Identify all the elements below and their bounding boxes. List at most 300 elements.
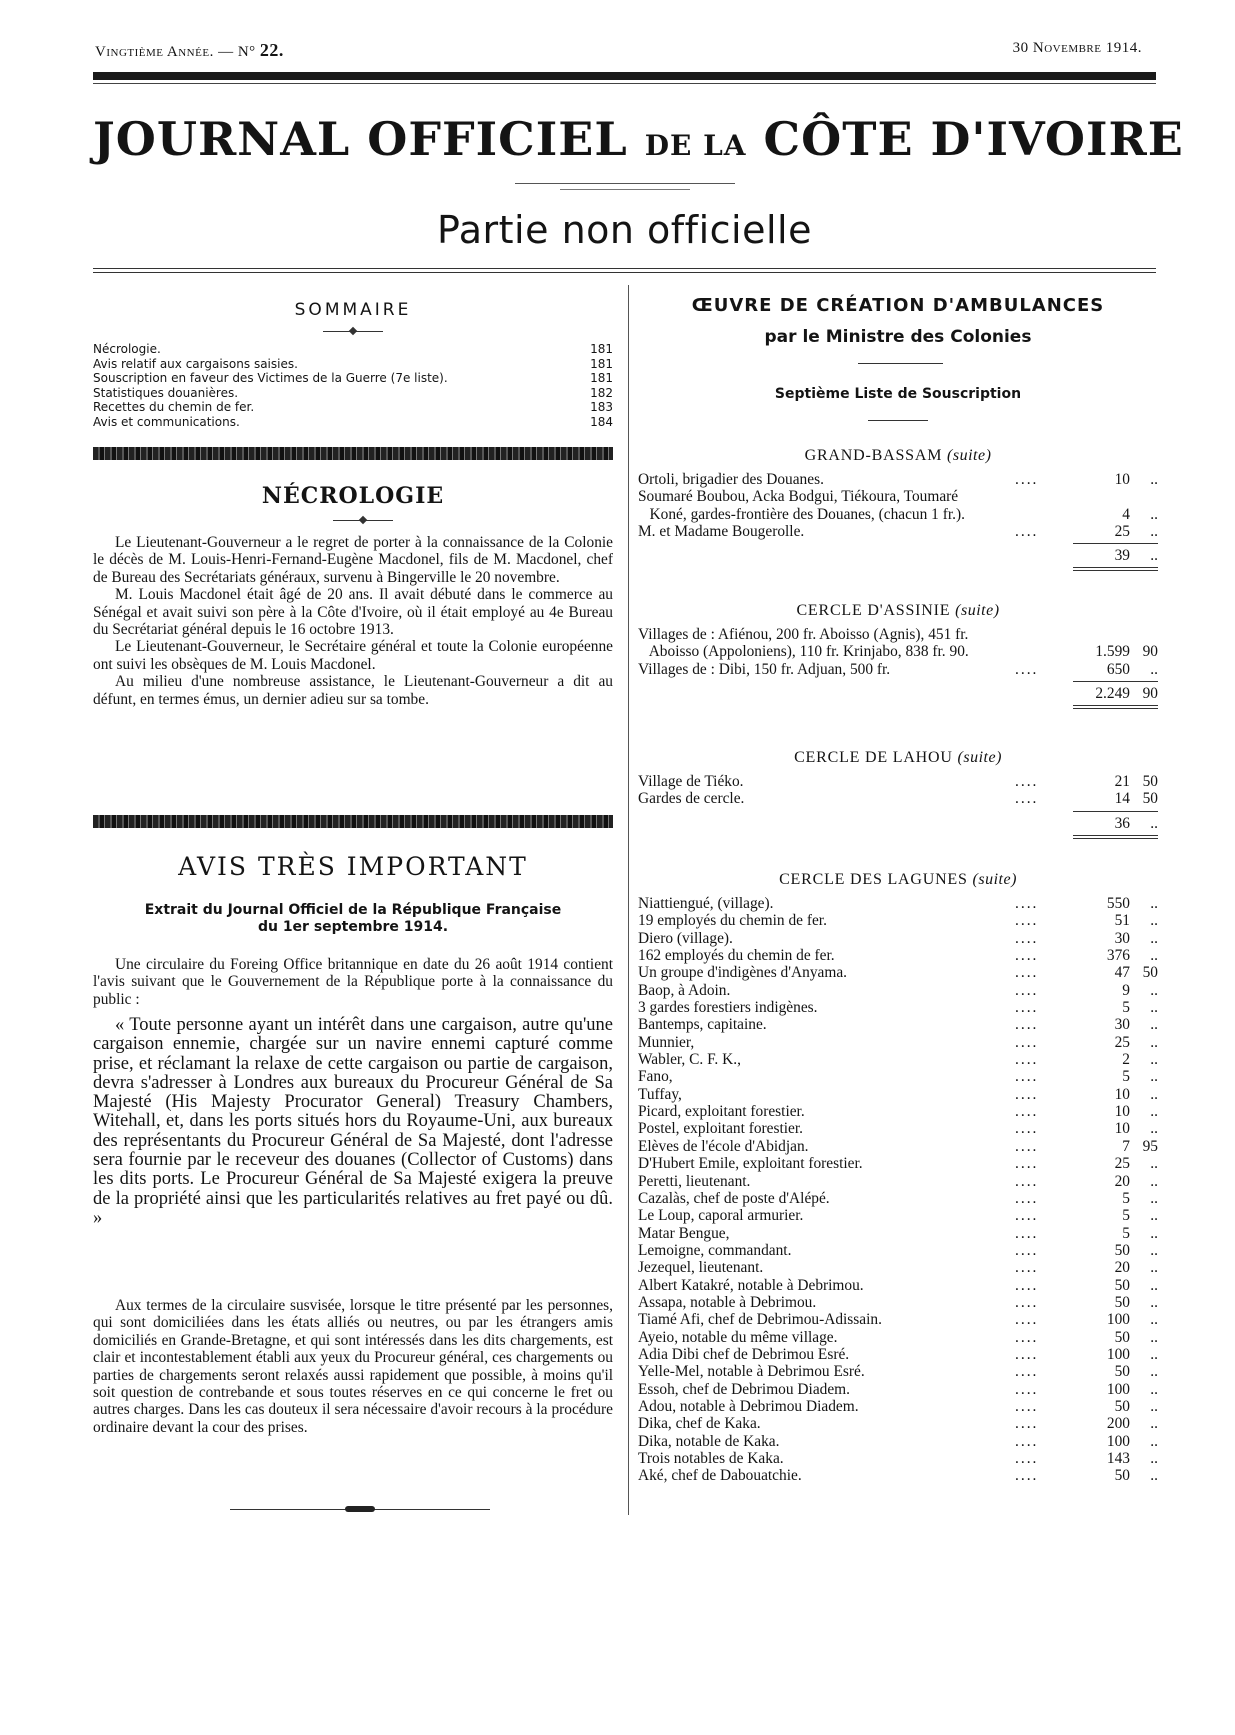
paragraph: Le Lieutenant-Gouverneur a le regret de porter à la connaissance de la Colonie le décès de M. Louis-Henri-Fernand-Eugène Macdonel, fils de M. Macdonel, chef de Bureau des Secrétariats généraux, survenu à Bingerville le 20 novembre. xyxy=(93,534,613,586)
subscription-name: Adou, notable à Debrimou Diadem. xyxy=(638,1397,859,1415)
subscription-row xyxy=(638,523,1158,540)
subscription-amt: 5 xyxy=(1122,999,1130,1017)
subscription-amt: 20 xyxy=(1114,1172,1130,1190)
subscription-dots: .... xyxy=(1015,1085,1039,1103)
subscription-name: Dika, notable de Kaka. xyxy=(638,1432,780,1450)
toc-item xyxy=(93,357,613,372)
subscription-row xyxy=(638,773,1158,790)
subscription-dec: .. xyxy=(1150,1415,1158,1433)
avis-source-line-1: Extrait du Journal Officiel de la République Française xyxy=(144,902,562,918)
toc-label: Souscription en faveur des Victimes de la Guerre (7e liste). xyxy=(93,371,448,385)
subscription-name: D'Hubert Emile, exploitant forestier. xyxy=(638,1155,863,1173)
subscription-name: 19 employés du chemin de fer. xyxy=(638,912,827,930)
section-total xyxy=(638,685,1158,703)
total-rule xyxy=(1073,543,1158,544)
subscription-name: M. et Madame Bougerolle. xyxy=(638,523,805,541)
toc-label: Recettes du chemin de fer. xyxy=(93,400,255,414)
section-name: CERCLE D'ASSINIE xyxy=(796,602,951,619)
liste-title: Septième Liste de Souscription xyxy=(774,386,1022,402)
subscription-name: Aboisso (Appoloniens), 110 fr. Krinjabo, 838 fr. 90. xyxy=(638,643,969,661)
avis-source-line-2: du 1er septembre 1914. xyxy=(257,919,449,935)
issue-date: 30 Novembre 1914. xyxy=(1012,40,1142,56)
subscription-amt: 25 xyxy=(1114,1033,1130,1051)
subscription-row xyxy=(638,895,1158,912)
subscription-row xyxy=(638,1103,1158,1120)
total-decimal: .. xyxy=(1150,814,1158,832)
subscription-dec: .. xyxy=(1150,1207,1158,1225)
paragraph: Aux termes de la circulaire susvisée, lorsque le titre présenté par les personnes, qui sont domiciliées dans les états alliés ou neutres, ou par les étrangers amis domiciliés en Grande-Bretagne, et qui sont intéressés dans les dits chargements, est clair et incontestablement établi aux yeux du Procureur général, ces chargements ou parties de chargements seront relaxés aussi rapidement que possible, à moins qu'il soit question de contrebande et sous toutes réserves en ce qui concerne le fret ou autres charges. Dans les cas douteux il sera nécessaire d'avoir recours à la procédure ordinaire devant la cour des prises. xyxy=(93,1297,613,1436)
subscription-amt: 20 xyxy=(1114,1259,1130,1277)
subscription-name: Villages de : Afiénou, 200 fr. Aboisso (Agnis), 451 fr. xyxy=(638,626,969,643)
total-decimal: .. xyxy=(1150,547,1158,565)
subscription-name: Cazalàs, chef de poste d'Alépé. xyxy=(638,1189,830,1207)
subscription-amt: 100 xyxy=(1106,1432,1130,1450)
section-name: CERCLE DE LAHOU xyxy=(794,749,953,766)
subscription-dots: .... xyxy=(1015,1450,1039,1467)
section-heading xyxy=(638,602,1158,620)
subscription-amt: 50 xyxy=(1114,1363,1130,1381)
subscription-name: Aké, chef de Dabouatchie. xyxy=(638,1467,802,1485)
subscription-name: Trois notables de Kaka. xyxy=(638,1450,784,1467)
subscription-name: Gardes de cercle. xyxy=(638,790,745,808)
necrologie-body xyxy=(93,534,613,708)
subscription-row xyxy=(638,1329,1158,1346)
subscription-row xyxy=(638,1277,1158,1294)
masthead-cote: CÔTE D'IVOIRE xyxy=(763,112,1184,166)
subscription-row xyxy=(638,1173,1158,1190)
subscription-amt: 143 xyxy=(1106,1450,1130,1467)
oeuvre-subtitle: par le Ministre des Colonies xyxy=(764,327,1032,347)
subscription-dots: .... xyxy=(1015,1016,1039,1034)
subscription-name: Postel, exploitant forestier. xyxy=(638,1120,803,1138)
subscription-row xyxy=(638,1242,1158,1259)
subscription-name: Baop, à Adoin. xyxy=(638,981,731,999)
subscription-amt: 9 xyxy=(1122,981,1130,999)
subscription-name: Diero (village). xyxy=(638,929,733,947)
total-decimal: 90 xyxy=(1142,685,1158,703)
subscription-dots: .... xyxy=(1015,1259,1039,1277)
subscription-dec: .. xyxy=(1150,1103,1158,1121)
subscription-dec: .. xyxy=(1150,1241,1158,1259)
toc-label: Avis et communications. xyxy=(93,414,240,429)
subscription-amt: 30 xyxy=(1114,929,1130,947)
subscription-dec: .. xyxy=(1150,895,1158,912)
subscription-dots: .... xyxy=(1015,1068,1039,1086)
subscription-name: Picard, exploitant forestier. xyxy=(638,1103,805,1121)
subscription-dots: .... xyxy=(1015,1207,1039,1225)
subscription-dots: .... xyxy=(1015,1051,1039,1069)
ornament-center xyxy=(345,1506,375,1512)
avis-quote xyxy=(93,1016,613,1228)
subscription-row xyxy=(638,1051,1158,1068)
subscription-dots: .... xyxy=(1015,790,1039,808)
subscription-amt: 5 xyxy=(1122,1224,1130,1242)
subscription-row xyxy=(638,1190,1158,1207)
subscription-amt: 25 xyxy=(1114,1155,1130,1173)
toc-page: 181 xyxy=(590,342,613,356)
subscription-amt: 51 xyxy=(1114,912,1130,930)
paragraph: Au milieu d'une nombreuse assistance, le Lieutenant-Gouverneur a dit au défunt, en termes émus, un dernier adieu sur sa tombe. xyxy=(93,673,613,708)
subscription-dec: .. xyxy=(1150,1085,1158,1103)
section-total xyxy=(638,815,1158,833)
decorative-band xyxy=(93,447,613,460)
toc-page: 183 xyxy=(590,400,613,414)
subscription-dec: .. xyxy=(1150,1467,1158,1485)
subscription-amt: 5 xyxy=(1122,1189,1130,1207)
subscription-amt: 21 xyxy=(1114,773,1130,790)
subscription-row xyxy=(638,1068,1158,1085)
subscription-amt: 100 xyxy=(1106,1311,1130,1329)
subscription-name: Le Loup, caporal armurier. xyxy=(638,1207,804,1225)
subscription-dots: .... xyxy=(1015,912,1039,930)
subscription-dec: .. xyxy=(1150,523,1158,541)
subscription-dots: .... xyxy=(1015,1155,1039,1173)
subscription-name: Tuffay, xyxy=(638,1085,682,1103)
header-thin-rule xyxy=(93,83,1156,84)
subscription-dots xyxy=(1015,626,1075,643)
subscription-row xyxy=(638,506,1158,523)
subscription-amt: 7 xyxy=(1122,1137,1130,1155)
section-suite: (suite) xyxy=(972,871,1017,888)
total-double-rule xyxy=(1073,705,1158,709)
subscription-list xyxy=(638,895,1158,1485)
subscription-name: Lemoigne, commandant. xyxy=(638,1241,792,1259)
subscription-name: Matar Bengue, xyxy=(638,1224,730,1242)
total-amount: 2.249 xyxy=(1095,685,1130,703)
subscription-dec: .. xyxy=(1150,1224,1158,1242)
total-rule xyxy=(1073,811,1158,812)
subscription-list xyxy=(638,626,1158,678)
subscription-dots: .... xyxy=(1015,929,1039,947)
avis-closing xyxy=(93,1297,613,1436)
subscription-dots: .... xyxy=(1015,1380,1039,1398)
subscription-dec: .. xyxy=(1150,471,1158,488)
total-amount: 36 xyxy=(1114,814,1130,832)
subscription-dots: .... xyxy=(1015,1241,1039,1259)
subscription-dec: .. xyxy=(1150,1189,1158,1207)
total-rule xyxy=(1073,681,1158,682)
subscription-name: Wabler, C. F. K., xyxy=(638,1051,741,1069)
subscription-amt: 30 xyxy=(1114,1016,1130,1034)
subscription-section xyxy=(638,447,1158,571)
subscription-dec xyxy=(1130,488,1158,505)
subscription-row xyxy=(638,1086,1158,1103)
subscription-list xyxy=(638,471,1158,540)
masthead-rule-2 xyxy=(560,189,690,190)
subscription-row xyxy=(638,1207,1158,1224)
toc-page: 184 xyxy=(590,414,613,429)
subscription-name: Villages de : Dibi, 150 fr. Adjuan, 500 fr. xyxy=(638,660,891,678)
toc-page: 181 xyxy=(590,356,613,371)
subscription-dots: .... xyxy=(1015,1172,1039,1190)
subscription-dots: .... xyxy=(1015,1189,1039,1207)
subscription-name: Village de Tiéko. xyxy=(638,773,744,790)
masthead xyxy=(93,112,1184,166)
section-subtitle: Partie non officielle xyxy=(437,208,812,252)
subscription-section xyxy=(638,871,1158,1485)
subscription-dec: .. xyxy=(1150,1345,1158,1363)
subscription-name: Niattiengué, (village). xyxy=(638,895,774,912)
paragraph: Une circulaire du Foreing Office britannique en date du 26 août 1914 contient l'avis suivant que le Gouvernement de la République porte à la connaissance du public : xyxy=(93,956,613,1008)
oeuvre-title: ŒUVRE DE CRÉATION D'AMBULANCES xyxy=(691,295,1105,316)
subscription-dec: .. xyxy=(1150,1397,1158,1415)
ornament-diamond xyxy=(359,516,367,524)
toc-label: Avis relatif aux cargaisons saisies. xyxy=(93,356,298,371)
subscription-row xyxy=(638,947,1158,964)
subscription-amt: 50 xyxy=(1114,1241,1130,1259)
subscription-row xyxy=(638,930,1158,947)
subscription-name: Fano, xyxy=(638,1068,673,1086)
subscription-dots: .... xyxy=(1015,1467,1039,1485)
subscription-section xyxy=(638,602,1158,709)
subscription-dots: .... xyxy=(1015,1415,1039,1433)
edition-line xyxy=(95,40,284,61)
subscription-name: 3 gardes forestiers indigènes. xyxy=(638,999,818,1017)
sommaire-title: SOMMAIRE xyxy=(294,300,412,320)
toc-page: 182 xyxy=(590,385,613,400)
section-suite: (suite) xyxy=(947,447,992,464)
subscription-dots xyxy=(1015,506,1075,523)
subscription-name: Assapa, notable à Debrimou. xyxy=(638,1293,817,1311)
subscription-name: 162 employés du chemin de fer. xyxy=(638,947,835,965)
subscription-row xyxy=(638,999,1158,1016)
total-double-rule xyxy=(1073,835,1158,839)
subscription-row xyxy=(638,1415,1158,1432)
subscription-dots: .... xyxy=(1015,895,1039,912)
subscription-dec: .. xyxy=(1150,929,1158,947)
subscription-row xyxy=(638,626,1158,643)
subscription-row xyxy=(638,1259,1158,1276)
subscription-name: Munnier, xyxy=(638,1033,695,1051)
toc-item xyxy=(93,400,613,415)
edition-number: 22. xyxy=(259,40,284,60)
subscription-dots: .... xyxy=(1015,1293,1039,1311)
header-thick-rule xyxy=(93,72,1156,80)
toc-item xyxy=(93,415,613,430)
subscription-amt: 200 xyxy=(1106,1415,1130,1433)
section-heading xyxy=(638,447,1158,465)
subscription-dots: .... xyxy=(1015,660,1039,678)
subscription-name: Elèves de l'école d'Abidjan. xyxy=(638,1137,809,1155)
subscription-name: Adia Dibi chef de Debrimou Esré. xyxy=(638,1345,850,1363)
subscription-amt: 10 xyxy=(1114,1120,1130,1138)
subscription-dec: .. xyxy=(1150,947,1158,965)
column-divider xyxy=(628,285,629,1515)
toc-label: Statistiques douanières. xyxy=(93,385,239,400)
total-double-rule xyxy=(1073,567,1158,571)
subscription-dots xyxy=(1015,643,1075,660)
subscription-dec: 50 xyxy=(1142,773,1158,790)
subscription-dec: .. xyxy=(1150,1016,1158,1034)
subscription-row xyxy=(638,790,1158,807)
subscription-row xyxy=(638,1120,1158,1137)
subscription-dots: .... xyxy=(1015,999,1039,1017)
subscription-name: Ortoli, brigadier des Douanes. xyxy=(638,471,824,488)
subscription-amt: 1.599 xyxy=(1095,643,1130,661)
subscription-row xyxy=(638,1311,1158,1328)
subscription-dec: .. xyxy=(1150,1120,1158,1138)
subscription-row xyxy=(638,1294,1158,1311)
toc-item xyxy=(93,386,613,401)
avis-intro xyxy=(93,956,613,1008)
subscription-dots: .... xyxy=(1015,1432,1039,1450)
subscription-dots: .... xyxy=(1015,1397,1039,1415)
subscription-name: Dika, chef de Kaka. xyxy=(638,1415,761,1433)
subscription-dec: .. xyxy=(1150,1432,1158,1450)
toc-item xyxy=(93,342,613,357)
subscription-name: Jezequel, lieutenant. xyxy=(638,1259,764,1277)
subscription-dec: .. xyxy=(1150,912,1158,930)
subscription-row xyxy=(638,1155,1158,1172)
subscription-row xyxy=(638,1363,1158,1380)
subscription-name: Yelle-Mel, notable à Debrimou Esré. xyxy=(638,1363,865,1381)
masthead-de-la: DE LA xyxy=(644,129,747,162)
subscription-row xyxy=(638,643,1158,660)
subscription-amt: 650 xyxy=(1106,660,1130,678)
subscription-amt: 100 xyxy=(1106,1345,1130,1363)
subscription-amt: 50 xyxy=(1114,1467,1130,1485)
subscription-dots: .... xyxy=(1015,964,1039,982)
subscription-row xyxy=(638,1450,1158,1467)
subscription-dots xyxy=(1015,488,1075,505)
subscription-amt: 25 xyxy=(1114,523,1130,541)
subscription-dec: .. xyxy=(1150,660,1158,678)
rule xyxy=(868,420,928,421)
subscription-row xyxy=(638,1467,1158,1484)
subscription-amt: 10 xyxy=(1114,1085,1130,1103)
subscription-row xyxy=(638,1034,1158,1051)
subscription-amt: 376 xyxy=(1106,947,1130,965)
subscription-dec: .. xyxy=(1150,1068,1158,1086)
subscription-dots: .... xyxy=(1015,1103,1039,1121)
subscription-amt: 5 xyxy=(1122,1068,1130,1086)
subscription-dots: .... xyxy=(1015,523,1039,541)
necrologie-title: NÉCROLOGIE xyxy=(261,483,445,509)
subscription-amt: 50 xyxy=(1114,1293,1130,1311)
subscription-dots: .... xyxy=(1015,1328,1039,1346)
subscription-dec: 90 xyxy=(1142,643,1158,661)
subscription-dots: .... xyxy=(1015,773,1039,790)
subscription-name: Peretti, lieutenant. xyxy=(638,1172,751,1190)
paragraph: « Toute personne ayant un intérêt dans une cargaison, autre qu'une cargaison ennemie, chargée sur un navire ennemi capturé comme prise, et réclamant la relaxe de cette cargaison ou partie de cargaison, devra s'adresser à Londres aux bureaux du Procureur Général de Sa Majesté (His Majesty Procurator General) Treasury Chambers, Witehall, et, dans les ports situés hors du Royaume-Uni, aux bureaux des représentants du Procureur Général de Sa Majesté, dont l'adresse sera fournie par le receveur des douanes (Collector of Customs) dans les dits ports. Le Procureur Général de Sa Majesté exigera la preuve de la propriété ainsi que les particularités relatives au fret payé ou dû. » xyxy=(93,1015,613,1228)
paragraph: Le Lieutenant-Gouverneur, le Secrétaire général et toute la Colonie européenne ont suivi les obsèques de M. Louis Macdonel. xyxy=(93,638,613,673)
masthead-journal: JOURNAL OFFICIEL xyxy=(93,112,628,166)
masthead-rule xyxy=(515,183,735,184)
subscription-dots: .... xyxy=(1015,1363,1039,1381)
subscription-dec: .. xyxy=(1150,1051,1158,1069)
subscription-dec: .. xyxy=(1150,1450,1158,1467)
section-suite: (suite) xyxy=(955,602,1000,619)
subscription-row xyxy=(638,982,1158,999)
subscription-amt: 50 xyxy=(1114,1397,1130,1415)
subscription-row xyxy=(638,964,1158,981)
subscription-dots: .... xyxy=(1015,1311,1039,1329)
section-suite: (suite) xyxy=(957,749,1002,766)
subscription-amt: 100 xyxy=(1106,1380,1130,1398)
subscription-dec: .. xyxy=(1150,999,1158,1017)
subscription-amt: 47 xyxy=(1114,964,1130,982)
subscription-dec: .. xyxy=(1150,505,1158,523)
subscription-name: Koné, gardes-frontière des Douanes, (chacun 1 fr.). xyxy=(638,505,965,523)
subscription-dec: 50 xyxy=(1142,964,1158,982)
subscription-dots: .... xyxy=(1015,947,1039,965)
subscription-amt: 5 xyxy=(1122,1207,1130,1225)
subscription-dec xyxy=(1130,626,1158,643)
subscription-row xyxy=(638,1398,1158,1415)
total-amount: 39 xyxy=(1114,547,1130,565)
subscription-dec: .. xyxy=(1150,1311,1158,1329)
section-name: GRAND-BASSAM xyxy=(804,447,943,464)
ornament-diamond xyxy=(349,327,357,335)
subscription-row xyxy=(638,661,1158,678)
subscription-name: Bantemps, capitaine. xyxy=(638,1016,767,1034)
subscription-dots: .... xyxy=(1015,981,1039,999)
subscription-row xyxy=(638,471,1158,488)
subscription-row xyxy=(638,488,1158,505)
section-total xyxy=(638,547,1158,565)
subscription-dots: .... xyxy=(1015,1120,1039,1138)
subscription-dots: .... xyxy=(1015,1276,1039,1294)
subscription-row xyxy=(638,1433,1158,1450)
subscription-dec: .. xyxy=(1150,1328,1158,1346)
subscription-dots: .... xyxy=(1015,1137,1039,1155)
divider-rule-2 xyxy=(93,272,1156,273)
subscription-amt: 10 xyxy=(1114,1103,1130,1121)
divider-rule xyxy=(93,268,1156,269)
section-heading xyxy=(638,871,1158,889)
subscription-dec: .. xyxy=(1150,1155,1158,1173)
decorative-band xyxy=(93,815,613,828)
subscription-name: Un groupe d'indigènes d'Anyama. xyxy=(638,964,847,982)
toc-page: 181 xyxy=(590,371,613,385)
subscription-dots: .... xyxy=(1015,1224,1039,1242)
subscription-amt: 2 xyxy=(1122,1051,1130,1069)
section-heading xyxy=(638,749,1158,767)
subscription-dec: .. xyxy=(1150,1293,1158,1311)
subscription-dots: .... xyxy=(1015,471,1039,488)
subscription-name: Ayeio, notable du même village. xyxy=(638,1328,838,1346)
toc-item xyxy=(93,371,613,386)
subscription-row xyxy=(638,1225,1158,1242)
toc-label: Nécrologie. xyxy=(93,342,161,356)
subscription-dec: 50 xyxy=(1142,790,1158,808)
subscription-amt xyxy=(1075,488,1130,505)
subscription-dots: .... xyxy=(1015,1033,1039,1051)
subscription-dec: .. xyxy=(1150,1380,1158,1398)
subscription-list xyxy=(638,773,1158,808)
subscription-amt: 550 xyxy=(1106,895,1130,912)
subscription-amt: 50 xyxy=(1114,1328,1130,1346)
subscription-dec: .. xyxy=(1150,1259,1158,1277)
subscription-row xyxy=(638,1138,1158,1155)
section-name: CERCLE DES LAGUNES xyxy=(779,871,968,888)
subscription-name: Soumaré Boubou, Acka Bodgui, Tiékoura, Toumaré xyxy=(638,488,959,506)
subscription-section xyxy=(638,749,1158,839)
subscription-dec: .. xyxy=(1150,1033,1158,1051)
subscription-amt: 4 xyxy=(1122,505,1130,523)
edition-prefix: Vingtième Année. — N° xyxy=(95,44,256,60)
subscription-dec: .. xyxy=(1150,981,1158,999)
subscription-amt xyxy=(1075,626,1130,643)
subscription-row xyxy=(638,1016,1158,1033)
subscription-dec: 95 xyxy=(1142,1137,1158,1155)
paragraph: M. Louis Macdonel était âgé de 20 ans. Il avait débuté dans le commerce au Sénégal et avait suivi son père à la Côte d'Ivoire, où il était employé au 4e Bureau du Secrétariat général depuis le 16 octobre 1913. xyxy=(93,586,613,639)
subscription-name: Essoh, chef de Debrimou Diadem. xyxy=(638,1380,850,1398)
subscription-amt: 10 xyxy=(1114,471,1130,488)
subscription-row xyxy=(638,1381,1158,1398)
avis-source xyxy=(93,902,613,936)
rule xyxy=(858,363,943,364)
